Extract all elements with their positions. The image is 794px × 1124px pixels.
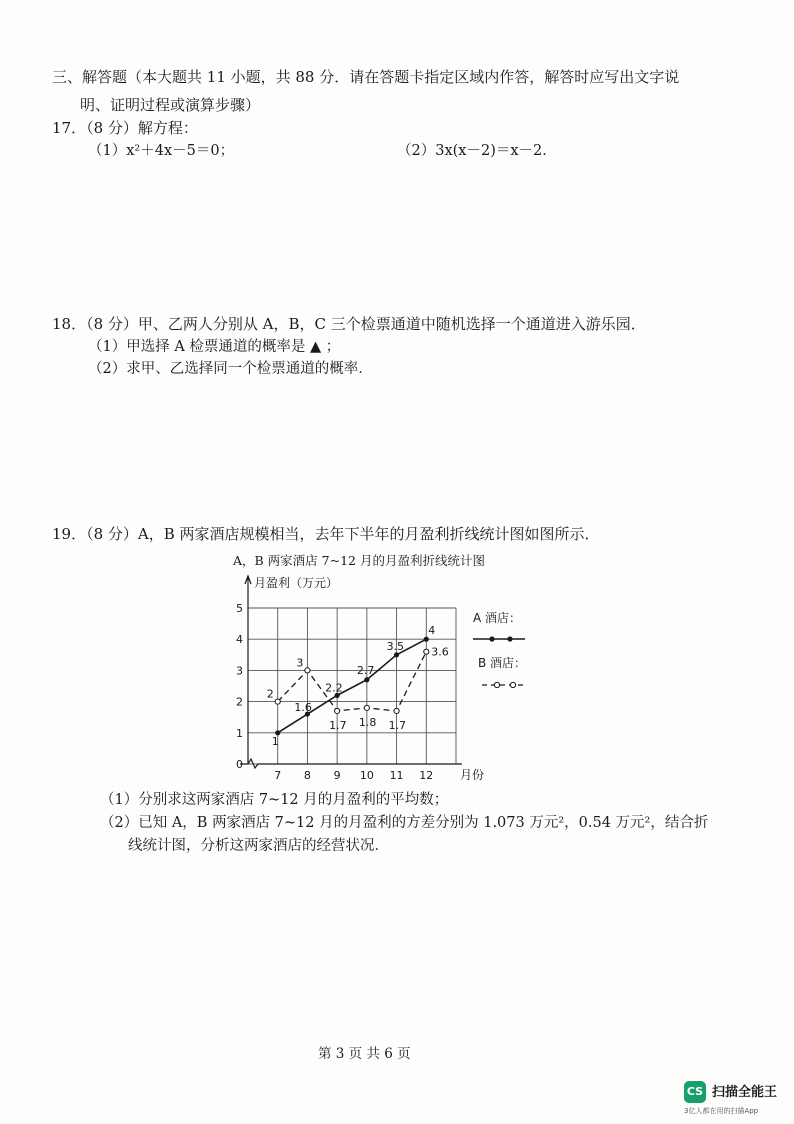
- chart-title: A，B 两家酒店 7~12 月的月盈利折线统计图: [233, 553, 485, 568]
- x-tick-label: 8: [303, 769, 311, 782]
- camscanner-logo: CS: [684, 1081, 706, 1103]
- series-a-data-label: 1: [271, 734, 279, 748]
- question-18-part-2: （2）求甲、乙选择同一个检票通道的概率．: [88, 361, 373, 377]
- y-tick-label: 3: [236, 664, 243, 678]
- y-tick-label: 2: [236, 695, 243, 709]
- x-tick-label: 7: [274, 769, 282, 782]
- question-19-heading: 19．（8 分）A，B 两家酒店规模相当，去年下半年的月盈利折线统计图如图所示．: [52, 525, 600, 543]
- question-17-part-1: （1）x²＋4x－5＝0；: [88, 143, 235, 159]
- legend-a-marker: [489, 636, 494, 641]
- series-b-data-label: 2: [266, 687, 274, 701]
- section-title: 三、解答题（本大题共 11 小题，共 88 分．请在答题卡指定区域内作答，解答时应写出文字说: [52, 68, 680, 86]
- camscanner-tagline: 3亿人都在用的扫描App: [684, 1107, 759, 1115]
- series-b-data-label: 3.6: [431, 645, 449, 659]
- question-17-heading: 17．（8 分）解方程：: [52, 119, 198, 137]
- series-b-point: [275, 699, 280, 704]
- series-a-point: [394, 652, 399, 657]
- legend-a-marker: [507, 636, 512, 641]
- legend-b-marker: [494, 682, 499, 687]
- series-b-point: [364, 705, 369, 710]
- series-b-data-label: 3: [296, 656, 304, 670]
- legend-a-label: A 酒店：: [473, 611, 522, 625]
- x-tick-label: 11: [389, 769, 404, 782]
- camscanner-name: 扫描全能王: [712, 1085, 778, 1100]
- series-a-data-label: 2.7: [356, 663, 375, 677]
- profit-line-chart: [220, 570, 550, 785]
- series-b-data-label: 1.8: [358, 715, 377, 729]
- question-19-part-2-continued: 线统计图，分析这两家酒店的经营状况．: [128, 838, 389, 854]
- x-tick-label: 10: [359, 769, 374, 782]
- series-b-point: [335, 708, 340, 713]
- page-number: 第 3 页 共 6 页: [318, 1046, 411, 1062]
- legend-b-marker: [510, 682, 515, 687]
- section-title-continued: 明、证明过程或演算步骤）: [80, 96, 261, 114]
- question-19-part-1: （1）分别求这两家酒店 7~12 月的月盈利的平均数；: [100, 792, 449, 808]
- chart-series: [267, 624, 449, 748]
- legend-b-label: B 酒店：: [478, 656, 527, 670]
- series-b-point: [424, 649, 429, 654]
- question-18-part-1: （1）甲选择 A 检票通道的概率是 ▲ ；: [88, 339, 341, 355]
- chart-axes: [236, 575, 484, 782]
- series-a-point: [364, 677, 369, 682]
- question-19-part-2: （2）已知 A，B 两家酒店 7~12 月的月盈利的方差分别为 1.073 万元²，0.54 万元²，结合折: [100, 815, 709, 831]
- y-tick-label: 4: [236, 633, 243, 647]
- chart-grid: [248, 608, 456, 764]
- y-axis-label: 月盈利（万元）: [254, 576, 339, 590]
- x-tick-label: 9: [333, 769, 341, 782]
- y-tick-label: 0: [236, 758, 243, 771]
- series-b-data-label: 1.7: [329, 718, 347, 732]
- y-tick-label: 5: [236, 602, 243, 615]
- series-b-point: [305, 668, 310, 673]
- series-a-data-label: 2.2: [325, 681, 343, 695]
- x-axis-label: 月份: [460, 768, 485, 782]
- series-b-data-label: 1.7: [388, 718, 407, 732]
- series-a-point: [424, 637, 429, 642]
- question-17-part-2: （2）3x(x－2)＝x－2．: [397, 143, 557, 159]
- question-18-heading: 18．（8 分）甲、乙两人分别从 A，B，C 三个检票通道中随机选择一个通道进入游乐园．: [52, 315, 646, 333]
- chart-legend: [473, 610, 526, 688]
- x-tick-label: 12: [419, 769, 434, 782]
- series-a-data-label: 4: [428, 624, 436, 638]
- series-a-data-label: 1.6: [294, 701, 312, 715]
- series-a-data-label: 3.5: [386, 639, 405, 653]
- y-tick-label: 1: [236, 726, 243, 740]
- series-b-point: [394, 708, 399, 713]
